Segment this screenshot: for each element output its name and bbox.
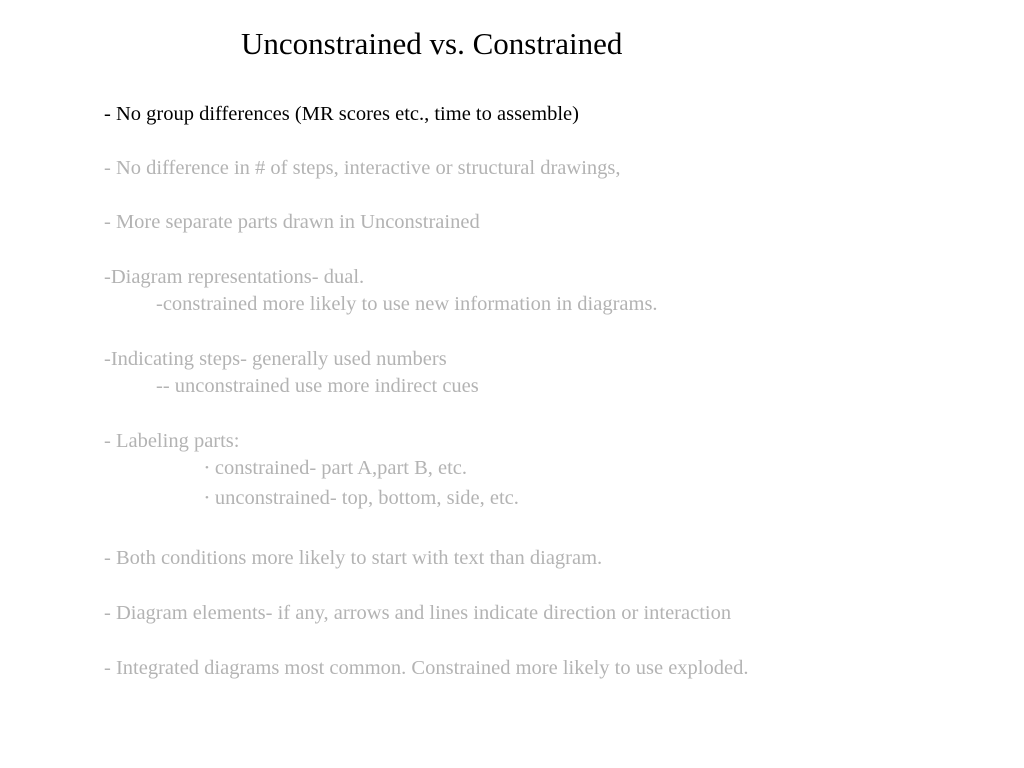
bullet-steps-difference: - No difference in # of steps, interactive or structural drawings, (104, 157, 621, 179)
bullet-indicating-steps: -Indicating steps- generally used numbers (104, 348, 447, 370)
bullet-diagram-representations: -Diagram representations- dual. (104, 266, 365, 288)
bullet-diagram-elements: - Diagram elements- if any, arrows and lines indicate direction or interaction (104, 602, 732, 624)
bullet-integrated-diagrams: - Integrated diagrams most common. Constrained more likely to use exploded. (104, 657, 749, 679)
bullet-start-with-text: - Both conditions more likely to start with text than diagram. (104, 547, 603, 569)
bullet-group-differences: - No group differences (MR scores etc., time to assemble) (104, 103, 579, 125)
bullet-labeling-parts: - Labeling parts: (104, 430, 240, 452)
subpoint-constrained-labels-text: constrained- part A,part B, etc. (214, 457, 468, 479)
subpoint-constrained-labels (205, 455, 467, 481)
subpoint-unconstrained-labels-text: unconstrained- top, bottom, side, etc. (214, 487, 519, 509)
subpoint-indirect-cues: -- unconstrained use more indirect cues (156, 375, 479, 397)
subpoint-constrained-new-info: -constrained more likely to use new information in diagrams. (156, 293, 658, 315)
bullet-dot-icon: • (205, 462, 209, 474)
slide-title: Unconstrained vs. Constrained (241, 26, 623, 61)
bullet-dot-icon: • (205, 492, 209, 504)
subpoint-unconstrained-labels (205, 485, 519, 511)
bullet-separate-parts: - More separate parts drawn in Unconstrained (104, 211, 480, 233)
